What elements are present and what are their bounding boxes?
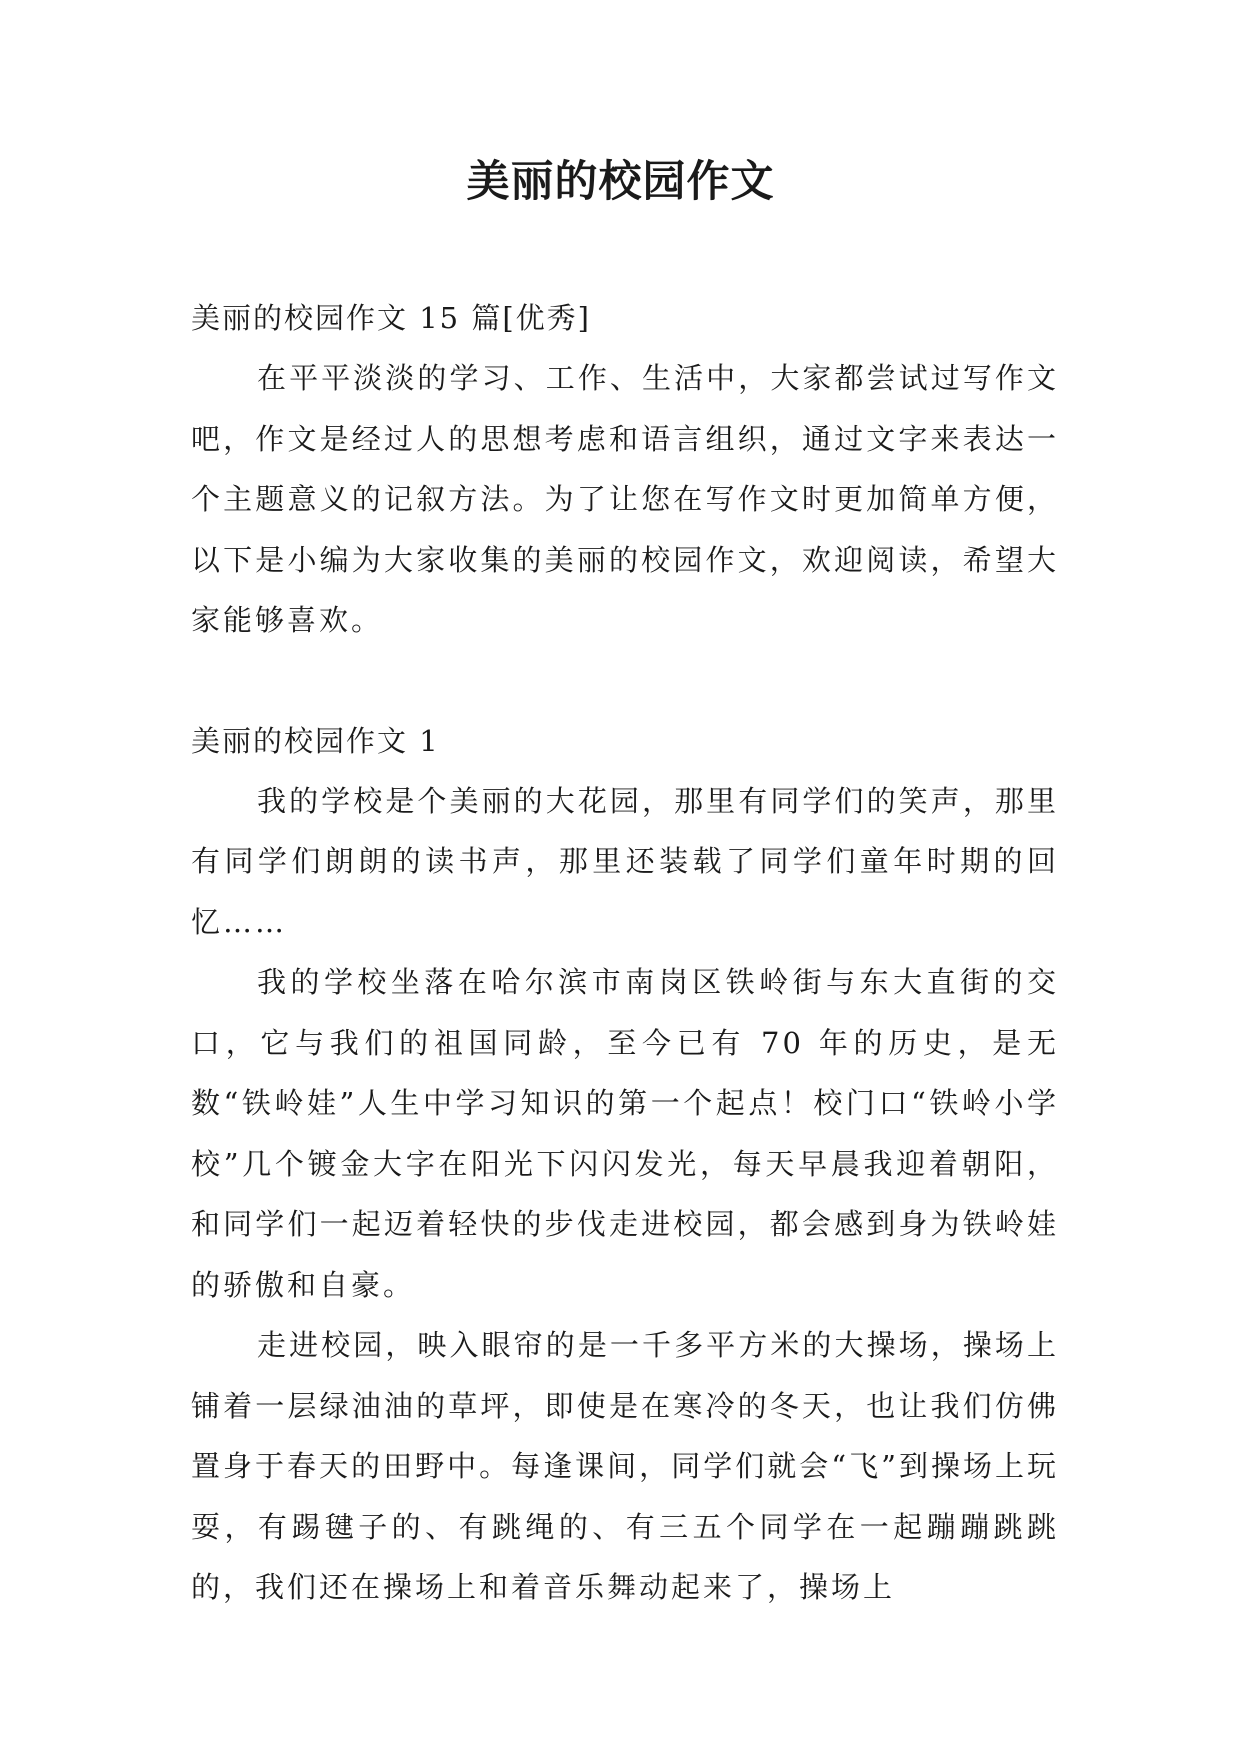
essay-heading: 美丽的校园作文 1 xyxy=(191,723,440,758)
section-spacer xyxy=(191,651,1059,711)
document-body xyxy=(191,288,1059,1618)
document-subtitle: 美丽的校园作文 15 篇[优秀] xyxy=(191,301,591,335)
intro-paragraph: 在平平淡淡的学习、工作、生活中，大家都尝试过写作文吧，作文是经过人的思想考虑和语言组织，通过文字来表达一个主题意义的记叙方法。为了让您在写作文时更加简单方便，以下是小编为大家收集的美丽的校园作文，欢迎阅读，希望大家能够喜欢。 xyxy=(191,361,1059,637)
essay-paragraph: 我的学校坐落在哈尔滨市南岗区铁岭街与东大直街的交口，它与我们的祖国同龄，至今已有 70 年的历史，是无数“铁岭娃”人生中学习知识的第一个起点！校门口“铁岭小学校”几个镀金大字在阳光下闪闪发光，每天早晨我迎着朝阳，和同学们一起迈着轻快的步伐走进校园，都会感到身为铁岭娃的骄傲和自豪。 xyxy=(191,965,1059,1302)
essay-paragraph: 我的学校是个美丽的大花园，那里有同学们的笑声，那里有同学们朗朗的读书声，那里还装载了同学们童年时期的回忆…… xyxy=(191,783,1059,939)
essay-paragraph: 走进校园，映入眼帘的是一千多平方米的大操场，操场上铺着一层绿油油的草坪，即使是在寒冷的冬天，也让我们仿佛置身于春天的田野中。每逢课间，同学们就会“飞”到操场上玩耍，有踢毽子的、有跳绳的、有三五个同学在一起蹦蹦跳跳的，我们还在操场上和着音乐舞动起来了，操场上 xyxy=(191,1328,1059,1604)
document-title: 美丽的校园作文 xyxy=(466,157,775,207)
